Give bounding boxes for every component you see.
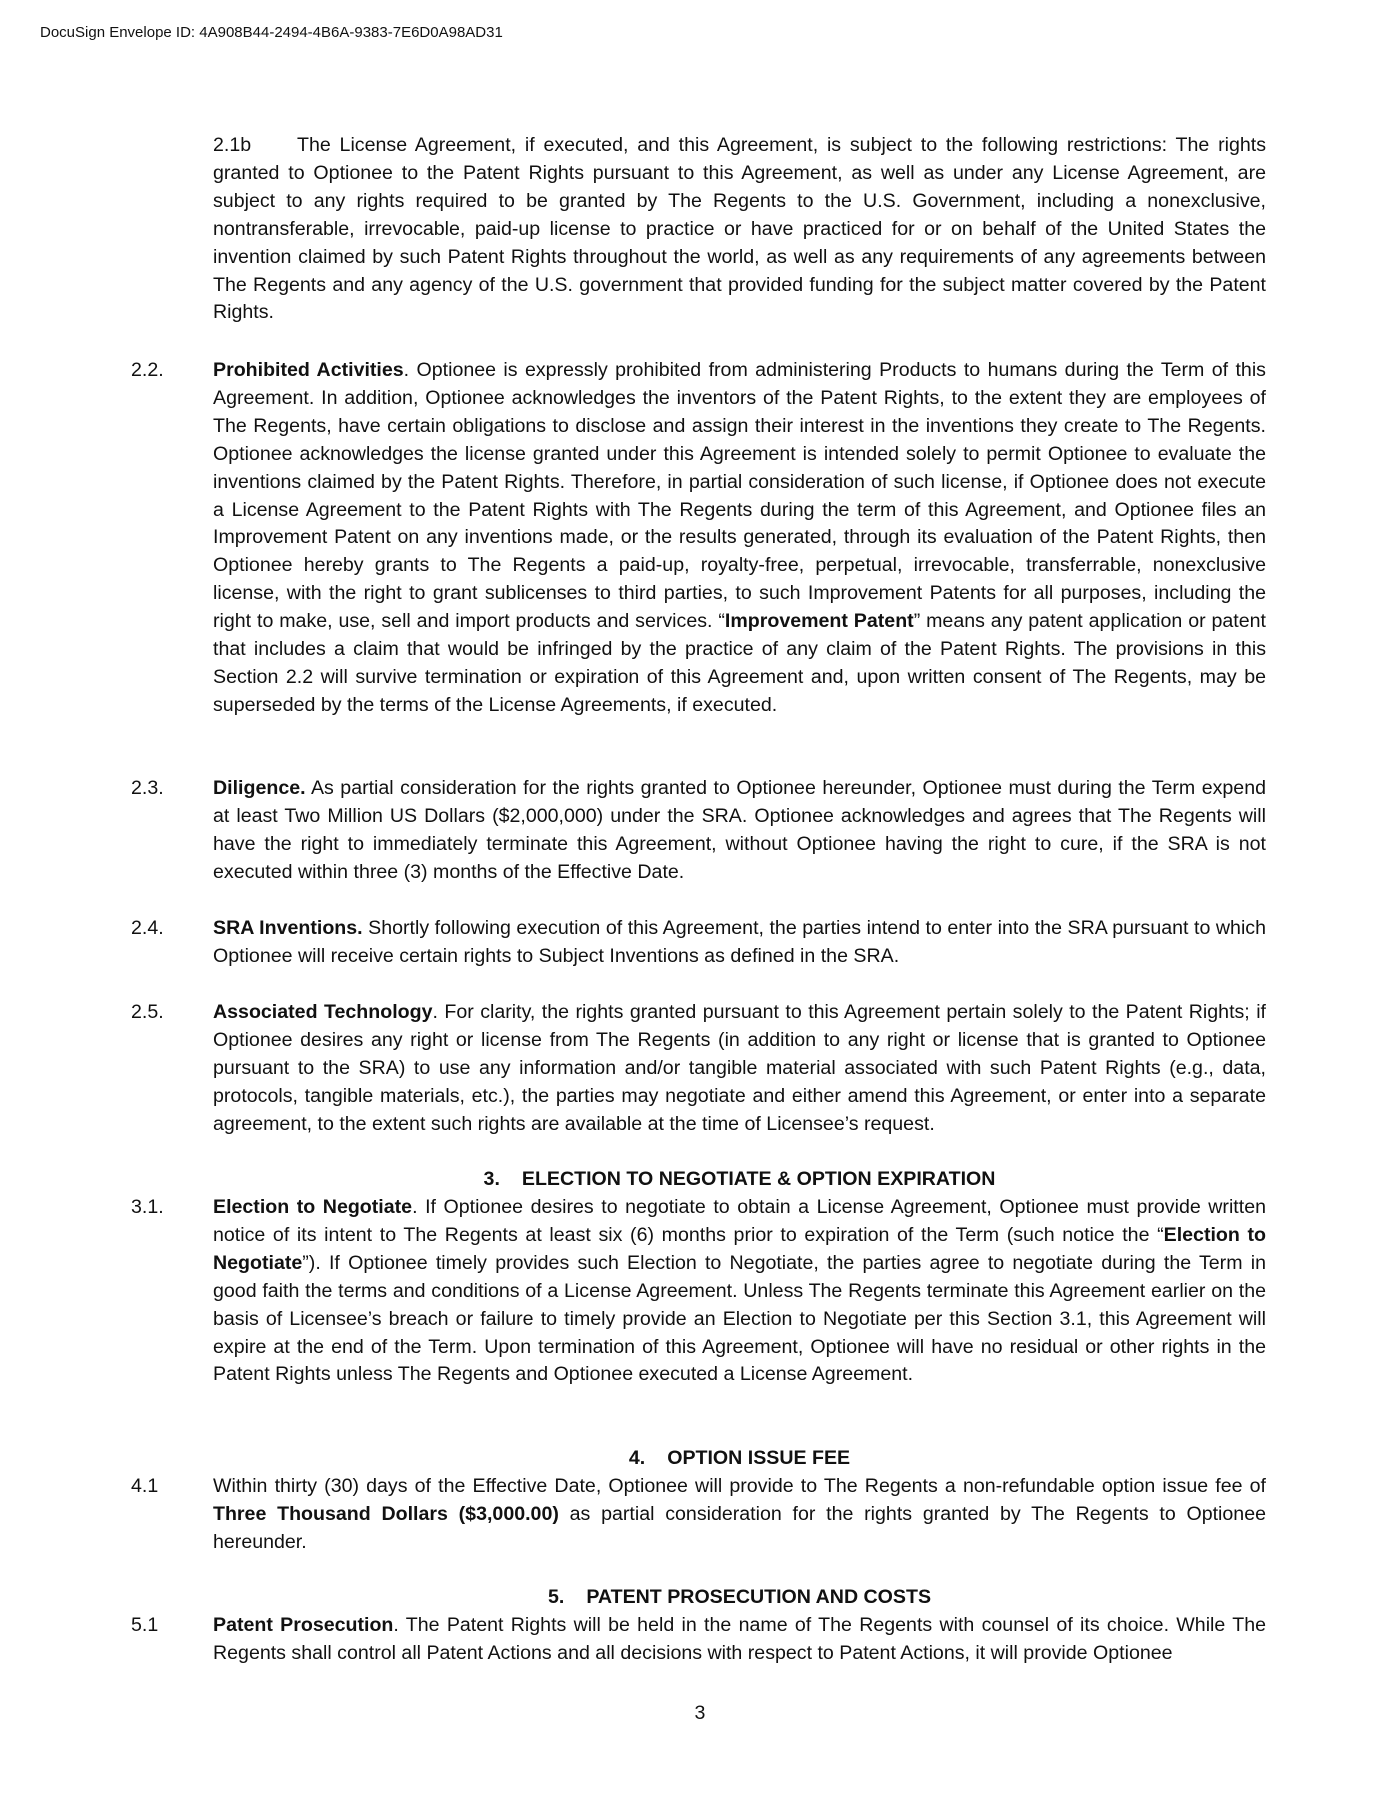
section-2-5-text: . For clarity, the rights granted pursuant to this Agreement pertain solely to the Patent Rights; if Optionee desires any right or license from The Regents (in addition to any right or license that is granted to Optionee pursuant to the SRA) to use any information and/or tangible material associated with such Patent Rights (e.g., data, protocols, tangible materials, etc.), the parties may negotiate and either amend this Agreement, or enter into a separate agreement, to the extent such rights are available at the time of Licensee’s request.: [213, 1001, 1266, 1135]
section-4-heading-number: 4.: [628, 1447, 646, 1469]
section-5-heading: [213, 1584, 1266, 1612]
section-3-heading: [213, 1166, 1266, 1194]
section-3-heading-title: ELECTION TO NEGOTIATE & OPTION EXPIRATION: [521, 1168, 996, 1190]
section-2-5-paragraph: [213, 999, 1266, 1139]
section-2-4-title: SRA Inventions.: [213, 917, 363, 939]
section-2-5-number: 2.5.: [131, 1001, 164, 1023]
section-3-1-text-a: . If Optionee desires to negotiate to obtain a License Agreement, Optionee must provide written notice of its intent to The Regents at least six (6) months prior to expiration of the Term (such notice the “: [213, 1196, 1266, 1246]
section-2-2-title: Prohibited Activities: [213, 359, 404, 381]
section-2-1b-text: The License Agreement, if executed, and this Agreement, is subject to the following restrictions: The rights granted to Optionee to the Patent Rights pursuant to this Agreement, as well as under any License Agreement, are subject to any rights required to be granted by The Regents to the U.S. Government, including a nonexclusive, nontransferable, irrevocable, paid-up license to practice or have practiced for or on behalf of the United States the invention claimed by such Patent Rights throughout the world, as well as any requirements of any agreements between The Regents and any agency of the U.S. government that provided funding for the subject matter covered by the Patent Rights.: [213, 134, 1266, 324]
section-3-heading-number: 3.: [483, 1168, 500, 1190]
section-4-1-text-a: Within thirty (30) days of the Effective Date, Optionee will provide to The Regents a non-refundable option issue fee of: [213, 1475, 1266, 1497]
section-5-1-number: 5.1: [131, 1614, 159, 1636]
section-2-5-title: Associated Technology: [213, 1001, 433, 1023]
page-number: 3: [694, 1702, 706, 1724]
section-4-1-fee: Three Thousand Dollars ($3,000.00): [213, 1502, 559, 1525]
section-2-1b-label: 2.1b: [213, 134, 252, 156]
section-2-2-defined-term: Improvement Patent: [724, 610, 914, 633]
section-4-1-number: 4.1: [131, 1475, 159, 1497]
section-3-1-text-b: ”). If Optionee timely provides such Election to Negotiate, the parties agree to negotiate during the Term in good faith the terms and conditions of a License Agreement. Unless The Regents terminate this Agreement earlier on the basis of Licensee’s breach or failure to timely provide an Election to Negotiate per this Section 3.1, this Agreement will expire at the end of the Term. Upon termination of this Agreement, Optionee will have no residual or other rights in the Patent Rights unless The Regents and Optionee executed a License Agreement.: [213, 1251, 1266, 1386]
section-2-3-paragraph: [213, 775, 1266, 887]
section-4-heading: [213, 1445, 1266, 1473]
section-5-1-paragraph: [213, 1612, 1266, 1668]
section-4-1-text-b: as partial consideration for the rights granted by The Regents to Optionee hereunder.: [213, 1502, 1267, 1553]
section-2-3-title: Diligence.: [213, 777, 306, 799]
section-2-2-paragraph: [213, 357, 1266, 720]
section-2-1b-paragraph: [213, 132, 1266, 327]
section-4-heading-title: OPTION ISSUE FEE: [667, 1447, 851, 1469]
section-5-heading-title: PATENT PROSECUTION AND COSTS: [586, 1586, 932, 1608]
section-5-1-title: Patent Prosecution: [213, 1614, 394, 1636]
section-3-1-defined-term: Election to Negotiate: [213, 1223, 1266, 1274]
section-2-4-text: Shortly following execution of this Agreement, the parties intend to enter into the SRA pursuant to which Optionee will receive certain rights to Subject Inventions as defined in the SRA.: [213, 917, 1266, 967]
section-3-1-paragraph: [213, 1194, 1266, 1389]
section-3-1-number: 3.1.: [131, 1196, 164, 1218]
section-2-4-number: 2.4.: [131, 917, 164, 939]
section-4-1-paragraph: [213, 1473, 1266, 1557]
section-2-2-text-b: ” means any patent application or patent that includes a claim that would be infringed by the practice of any claim of the Patent Rights. The provisions in this Section 2.2 will survive termination or expiration of this Agreement and, upon written consent of The Regents, may be superseded by the terms of the License Agreements, if executed.: [213, 610, 1266, 716]
section-5-1-text: . The Patent Rights will be held in the name of The Regents with counsel of its choice. While The Regents shall control all Patent Actions and all decisions with respect to Patent Actions, it will provide Optionee: [213, 1614, 1266, 1664]
section-2-2-text-a: . Optionee is expressly prohibited from administering Products to humans during the Term of this Agreement. In addition, Optionee acknowledges the inventors of the Patent Rights, to the extent they are employees of The Regents, have certain obligations to disclose and assign their interest in the inventions they create to The Regents. Optionee acknowledges the license granted under this Agreement is intended solely to permit Optionee to evaluate the inventions claimed by the Patent Rights. Therefore, in partial consideration of such license, if Optionee does not execute a License Agreement to the Patent Rights with The Regents during the term of this Agreement, and Optionee files an Improvement Patent on any inventions made, or the results generated, through its evaluation of the Patent Rights, then Optionee hereby grants to The Regents a paid-up, royalty-free, perpetual, irrevocable, transferrable, nonexclusive license, with the right to grant sublicenses to third parties, to such Improvement Patents for all purposes, including the right to make, use, sell and import products and services. “: [213, 359, 1266, 633]
section-5-heading-number: 5.: [547, 1586, 565, 1608]
section-2-3-number: 2.3.: [131, 777, 164, 799]
section-2-4-paragraph: [213, 915, 1266, 971]
section-2-3-text: As partial consideration for the rights granted to Optionee hereunder, Optionee must during the Term expend at least Two Million US Dollars ($2,000,000) under the SRA. Optionee acknowledges and agrees that The Regents will have the right to immediately terminate this Agreement, without Optionee having the right to cure, if the SRA is not executed within three (3) months of the Effective Date.: [213, 777, 1266, 883]
section-2-2-number: 2.2.: [131, 359, 164, 381]
section-3-1-title: Election to Negotiate: [213, 1196, 413, 1218]
docusign-envelope-id: DocuSign Envelope ID: 4A908B44-2494-4B6A-9383-7E6D0A98AD31: [40, 24, 503, 41]
